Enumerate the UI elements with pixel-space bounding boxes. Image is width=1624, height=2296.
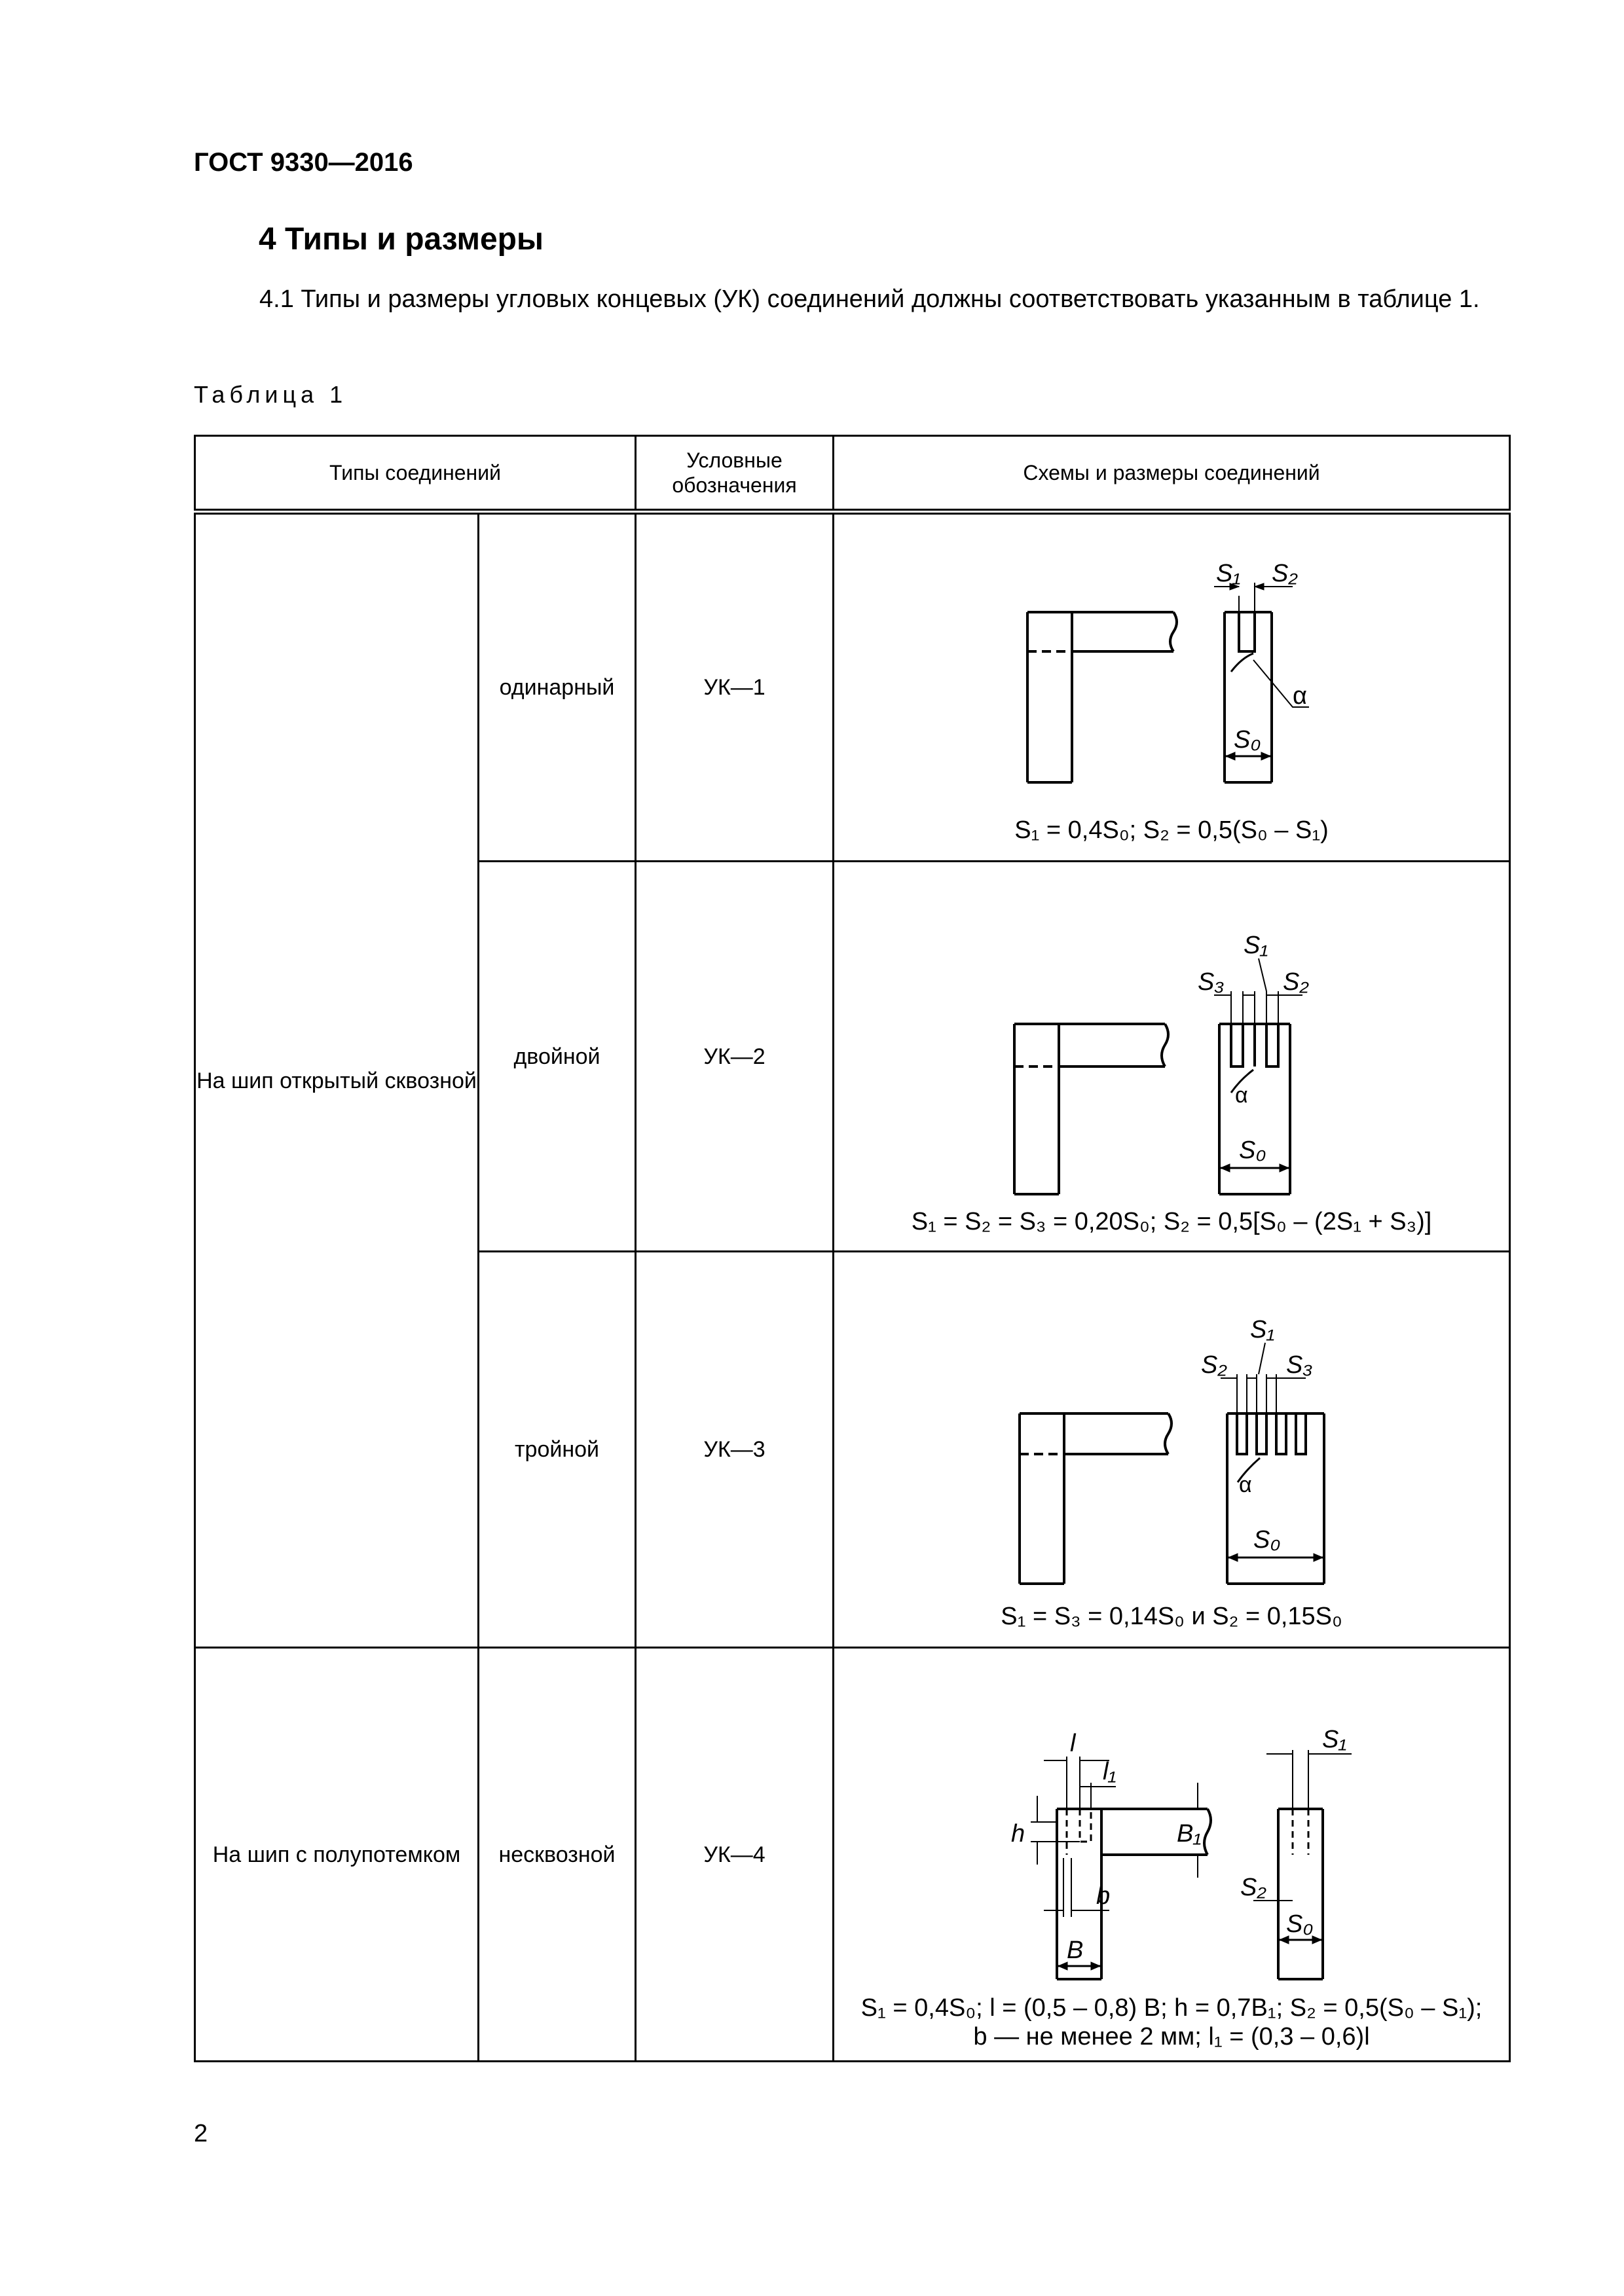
table-caption: Таблица 1 — [194, 381, 348, 408]
table-row — [195, 1648, 1510, 2062]
dim-label-B1: B₁ — [1177, 1819, 1202, 1848]
dim-label-s2: S₂ — [1272, 560, 1298, 587]
formula-text — [834, 1994, 1509, 2051]
dim-label-l: l — [1070, 1729, 1076, 1757]
header-schemes: Схемы и размеры соединений — [834, 436, 1510, 512]
scheme-cell — [834, 862, 1510, 1252]
dim-label-s2: S₂ — [1201, 1351, 1227, 1379]
dim-label-s1: S₁ — [1244, 931, 1268, 959]
dim-label-l1: l₁ — [1103, 1757, 1116, 1785]
dim-label-s0: S₀ — [1234, 726, 1261, 754]
scheme-cell — [834, 512, 1510, 862]
group-open-through: На шип открытый сквозной — [195, 512, 479, 1648]
uk2-scheme-drawing — [834, 893, 1511, 1220]
subtype-cell: тройной — [479, 1252, 636, 1648]
dim-label-alpha: α — [1235, 1082, 1248, 1108]
formula-line-1: S₁ = 0,4S₀; l = (0,5 – 0,8) B; h = 0,7B₁; S₂ = 0,5(S₀ – S₁); — [860, 1994, 1483, 2022]
dim-label-alpha: α — [1293, 682, 1307, 710]
uk1-scheme-drawing — [834, 543, 1511, 831]
dim-label-h: h — [1011, 1819, 1025, 1848]
dim-label-s1: S₁ — [1322, 1725, 1347, 1753]
formula-text: S₁ = S₂ = S₃ = 0,20S₀; S₂ = 0,5[S₀ – (2S₁ + S₃)] — [911, 1208, 1432, 1235]
dim-label-s2: S₂ — [1240, 1873, 1266, 1901]
scheme-cell — [834, 1648, 1510, 2062]
subtype-cell: двойной — [479, 862, 636, 1252]
formula-text: S₁ = S₃ = 0,14S₀ и S₂ = 0,15S₀ — [1001, 1603, 1342, 1630]
header-types: Типы соединений — [195, 436, 636, 512]
dim-label-s0: S₀ — [1286, 1910, 1314, 1938]
dim-label-s3: S₃ — [1286, 1351, 1313, 1379]
section-title: 4 Типы и размеры — [259, 222, 544, 257]
formula-text: S₁ = 0,4S₀; S₂ = 0,5(S₀ – S₁) — [1014, 816, 1329, 844]
dim-label-alpha: α — [1239, 1472, 1252, 1497]
scheme-cell — [834, 1252, 1510, 1648]
dim-label-B: B — [1067, 1936, 1084, 1964]
uk3-scheme-drawing — [834, 1283, 1511, 1616]
table-row — [195, 512, 1510, 862]
dim-label-s0: S₀ — [1239, 1136, 1266, 1164]
intro-paragraph: 4.1 Типы и размеры угловых концевых (УК) соединений должны соответствовать указанным в таблице 1. — [259, 285, 1480, 313]
dim-label-s3: S₃ — [1198, 968, 1225, 996]
joint-types-table — [194, 435, 1511, 2062]
table-header-row — [195, 436, 1510, 512]
designation-cell: УК—1 — [636, 512, 834, 862]
dim-label-s1: S₁ — [1216, 560, 1241, 587]
subtype-cell: одинарный — [479, 512, 636, 862]
header-designations: Условные обозначения — [636, 436, 834, 512]
uk4-scheme-drawing — [834, 1691, 1511, 2018]
page-number: 2 — [194, 2120, 208, 2147]
dim-label-s1: S₁ — [1250, 1316, 1275, 1343]
subtype-cell: несквозной — [479, 1648, 636, 2062]
document-header: ГОСТ 9330—2016 — [194, 148, 413, 177]
designation-cell: УК—2 — [636, 862, 834, 1252]
dim-label-s2: S₂ — [1283, 968, 1309, 996]
dim-label-b: b — [1096, 1882, 1111, 1910]
designation-cell: УК—4 — [636, 1648, 834, 2062]
formula-line-2: b — не менее 2 мм; l₁ = (0,3 – 0,6)l — [973, 2023, 1370, 2050]
group-half-dark: На шип с полупотемком — [195, 1648, 479, 2062]
dim-label-s0: S₀ — [1253, 1526, 1281, 1554]
designation-cell: УК—3 — [636, 1252, 834, 1648]
